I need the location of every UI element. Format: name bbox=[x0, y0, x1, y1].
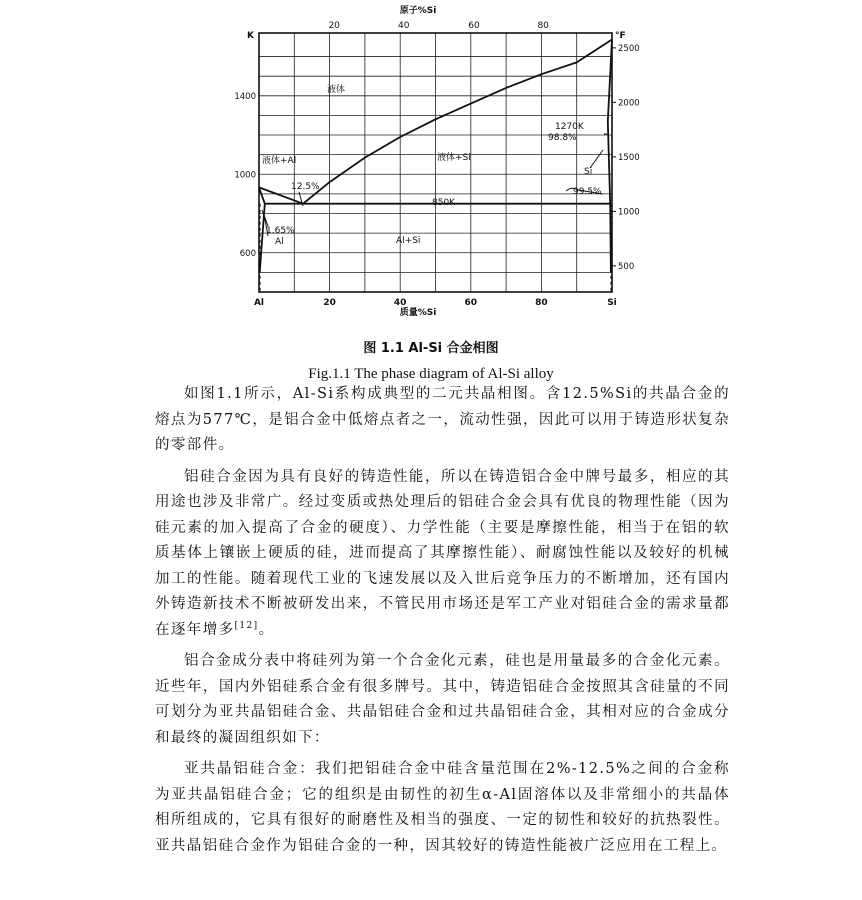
region-al-si: Al+Si bbox=[396, 236, 421, 246]
top-tick-label: 20 bbox=[328, 21, 340, 31]
left-tick-label: 1000 bbox=[234, 170, 256, 181]
figure-caption-cn: 图 1.1 Al-Si 合金相图 bbox=[363, 341, 499, 356]
left-tick-label: 600 bbox=[239, 248, 256, 259]
paragraph-2 bbox=[155, 465, 730, 644]
bottom-ticks bbox=[254, 298, 617, 308]
article-body bbox=[155, 382, 730, 865]
x-tick-label: Si bbox=[607, 298, 617, 308]
right-tick-label: 1500 bbox=[618, 152, 640, 163]
top-tick-label: 60 bbox=[468, 21, 480, 31]
region-liquid-si: 液体+Si bbox=[437, 153, 471, 163]
annotation-eutectic: 12.5% bbox=[291, 182, 320, 192]
annotation-99-5: 99.5% bbox=[573, 187, 602, 197]
region-liquid: 液体 bbox=[327, 85, 346, 95]
region-liquid-al: 液体+Al bbox=[262, 156, 297, 166]
chart-top-title: 原子%Si bbox=[399, 6, 437, 16]
paragraph-4: 亚共晶铝硅合金：我们把铝硅合金中硅含量范围在2%-12.5%之间的合金称为亚共晶铝硅合金；它的组织是由韧性的初生α-Al固溶体以及非常细小的共晶体相所组成的，它具有很好的耐磨性及相当的强度、一定的韧性和较好的抗热裂性。亚共晶铝硅合金作为铝硅合金的一种，因其较好的铸造性能被广泛应用在工程上。 bbox=[155, 761, 730, 854]
top-tick-label: 40 bbox=[398, 21, 410, 31]
x-tick-label: 40 bbox=[393, 298, 407, 308]
left-axis-unit: K bbox=[247, 31, 254, 41]
paragraph-2-end: 。 bbox=[258, 621, 275, 638]
left-ticks bbox=[234, 92, 256, 259]
right-axis-unit: °F bbox=[615, 31, 626, 41]
paragraph-1: 如图1.1所示，Al-Si系构成典型的二元共晶相图。含12.5%Si的共晶合金的熔点为577℃，是铝合金中低熔点者之一，流动性强，因此可以用于铸造形状复杂的零部件。 bbox=[155, 386, 730, 453]
right-tick-label: 1000 bbox=[618, 207, 640, 218]
paragraph-2-text: 铝硅合金因为具有良好的铸造性能，所以在铸造铝合金中牌号最多，相应的其用途也涉及非常广。经过变质或热处理后的铝硅合金会具有优良的物理性能（因为硅元素的加入提高了合金的硬度）、力学性能（主要是摩擦性能，相当于在铝的软质基体上镶嵌上硬质的硅，进而提高了其摩擦性能）、耐腐蚀性能以及较好的机械加工的性能。随着现代工业的飞速发展以及入世后竞争压力的不断增加，还有国内外铸造新技术不断被研发出来，不管民用市场还是军工产业对铝硅合金的需求量都在逐年增多 bbox=[155, 468, 730, 638]
phase-diagram bbox=[0, 0, 862, 330]
paragraph-3: 铝合金成分表中将硅列为第一个合金化元素，硅也是用量最多的合金化元素。近些年，国内外铝硅系合金有很多牌号。其中，铸造铝硅合金按照其含硅量的不同可划分为亚共晶铝硅合金、共晶铝硅合金和过共晶铝硅合金，其相对应的合金成分和最终的凝固组织如下： bbox=[155, 653, 730, 746]
x-axis-label: 质量%Si bbox=[399, 308, 437, 318]
x-tick-label: 60 bbox=[464, 298, 478, 308]
right-tick-label: 2000 bbox=[618, 98, 640, 109]
x-tick-label: 20 bbox=[323, 298, 336, 308]
top-ticks bbox=[328, 21, 549, 31]
region-si: Si bbox=[584, 167, 593, 177]
right-tick-label: 2500 bbox=[618, 43, 640, 54]
right-tick-label: 500 bbox=[618, 261, 635, 272]
x-tick-label: Al bbox=[253, 298, 265, 308]
x-tick-label: 80 bbox=[535, 298, 548, 308]
figure-caption-en: Fig.1.1 The phase diagram of Al-Si alloy bbox=[308, 366, 554, 382]
region-al: Al bbox=[275, 237, 284, 247]
top-tick-label: 80 bbox=[537, 21, 549, 31]
left-tick-label: 1400 bbox=[234, 91, 256, 102]
citation-ref: [12] bbox=[234, 620, 259, 631]
right-ticks bbox=[612, 44, 640, 272]
annotation-98-8: 98.8% bbox=[548, 133, 577, 143]
annotation-1270k: 1270K bbox=[555, 122, 584, 132]
annotation-solubility: 1.65% bbox=[266, 226, 295, 236]
annotation-eutectic-temp: 850K bbox=[432, 198, 456, 208]
chart-grid bbox=[259, 33, 612, 292]
